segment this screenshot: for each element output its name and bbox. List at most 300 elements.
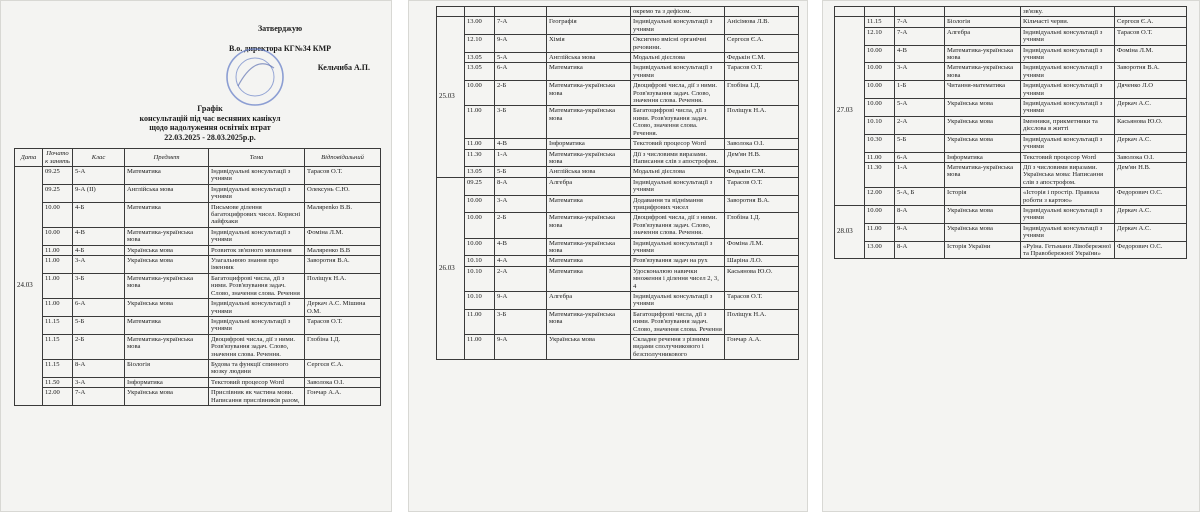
teacher-cell: Тарасов О.Т. — [305, 316, 381, 334]
start-time-cell: 11.00 — [43, 245, 73, 255]
title-line: 22.03.2025 - 28.03.2025р.р. — [164, 132, 256, 142]
subject-cell: Математика-українська мова — [945, 162, 1021, 187]
teacher-cell: Глобіна І.Д. — [725, 81, 799, 106]
subject-cell: Математика — [547, 266, 631, 291]
class-cell: 3-Б — [73, 273, 125, 298]
schedule-table-3 — [834, 6, 1187, 259]
start-time-cell: 13.05 — [465, 167, 495, 177]
topic-cell: Двоцифрові числа, дії з ними. Розв'язування задач. Слово, значення слова. Речення. — [209, 334, 305, 359]
start-time-cell: 09.25 — [43, 184, 73, 202]
subject-cell: Алгебра — [945, 27, 1021, 45]
subject-cell: Математика-українська мова — [125, 273, 209, 298]
topic-cell: Індивідуальні консультації з учнями — [209, 167, 305, 185]
subject-cell: Читання-математика — [945, 81, 1021, 99]
table-row — [437, 177, 799, 195]
empty-cell — [725, 7, 799, 17]
topic-cell: Індивідуальні консультації з учнями — [631, 17, 725, 35]
start-time-cell: 10.10 — [465, 266, 495, 291]
teacher-cell: Анісімова Л.В. — [725, 17, 799, 35]
start-time-cell: 10.00 — [865, 205, 895, 223]
start-time-cell: 11.00 — [865, 223, 895, 241]
teacher-cell: Тарасов О.Т. — [725, 292, 799, 310]
teacher-cell: Фоміна Л.М. — [305, 227, 381, 245]
start-time-cell: 11.15 — [43, 359, 73, 377]
column-header: Тема — [209, 149, 305, 167]
topic-cell: Розвиток зв'язного мовлення — [209, 245, 305, 255]
class-cell: 5-А, Б — [895, 188, 945, 206]
table-row — [15, 377, 381, 387]
start-time-cell: 12.00 — [865, 188, 895, 206]
topic-cell: Багатоцифрові числа, дії з ними. Розв'язування задач. Слово, значення слова. Речення — [631, 309, 725, 334]
subject-cell: Українська мова — [125, 256, 209, 274]
continuation-row — [835, 7, 1187, 17]
start-time-cell: 11.30 — [865, 162, 895, 187]
topic-cell: Індивідуальні консультації з учнями — [209, 184, 305, 202]
topic-cell: Узагальнюю знання про іменник — [209, 256, 305, 274]
start-time-cell: 10.10 — [865, 116, 895, 134]
teacher-cell: Поліщук Н.А. — [725, 309, 799, 334]
teacher-cell: Гончар А.А. — [305, 388, 381, 406]
teacher-cell: Федорович О.С. — [1115, 241, 1187, 259]
table-row — [835, 17, 1187, 27]
start-time-cell: 12.10 — [865, 27, 895, 45]
table-row — [15, 167, 381, 185]
class-cell: 8-А — [895, 241, 945, 259]
subject-cell: Алгебра — [547, 292, 631, 310]
teacher-cell: Тарасов О.Т. — [1115, 27, 1187, 45]
class-cell: 4-В — [895, 45, 945, 63]
topic-cell: Модальні дієслова — [631, 167, 725, 177]
topic-cell: Будова та функції спинного мозку людини — [209, 359, 305, 377]
table-row — [15, 202, 381, 227]
title-line: консультацій під час весняних канікул — [139, 113, 281, 123]
table-row — [15, 184, 381, 202]
class-cell: 4-Б — [73, 245, 125, 255]
approval-signatory: Кельчиба А.П. — [317, 63, 370, 72]
topic-cell: Письмове ділення багатоцифрових чисел. Корисні лайфхаки — [209, 202, 305, 227]
subject-cell: Інформатика — [945, 152, 1021, 162]
teacher-cell: Заворотня В.А. — [305, 256, 381, 274]
teacher-cell: Маляренко В.В — [305, 245, 381, 255]
class-cell: 6-А — [73, 299, 125, 317]
start-time-cell: 11.15 — [43, 316, 73, 334]
table-row — [835, 63, 1187, 81]
subject-cell: Інформатика — [125, 377, 209, 387]
class-cell: 9-А — [495, 35, 547, 53]
teacher-cell: Фоміна Л.М. — [725, 238, 799, 256]
class-cell: 3-А — [73, 256, 125, 274]
topic-cell: Індивідуальні консультації з учнями — [631, 177, 725, 195]
class-cell: 3-Б — [495, 106, 547, 139]
class-cell: 5-Б — [495, 167, 547, 177]
teacher-cell: Тарасов О.Т. — [305, 167, 381, 185]
teacher-cell: Деркач А.С. Мішина О.М. — [305, 299, 381, 317]
topic-cell: Удосконалюю навички множення і ділення чисел 2, 3, 4 — [631, 266, 725, 291]
topic-cell: Двоцифрові числа, дії з ними. Розв'язування задач. Слово, значення слова. Речення. — [631, 213, 725, 238]
start-time-cell: 11.00 — [43, 273, 73, 298]
table-row — [15, 359, 381, 377]
start-time-cell: 11.00 — [465, 335, 495, 360]
start-time-cell: 10.10 — [465, 256, 495, 266]
teacher-cell: Дяченко Л.О — [1115, 81, 1187, 99]
column-header: Дата — [15, 149, 43, 167]
class-cell: 2-А — [895, 116, 945, 134]
start-time-cell: 11.15 — [865, 17, 895, 27]
subject-cell: Математика — [125, 316, 209, 334]
start-time-cell: 11.00 — [43, 299, 73, 317]
teacher-cell: Деркач А.С. — [1115, 134, 1187, 152]
table-row — [437, 149, 799, 167]
subject-cell: Математика-українська мова — [945, 45, 1021, 63]
subject-cell: Математика-українська мова — [125, 227, 209, 245]
class-cell: 4-В — [495, 238, 547, 256]
subject-cell: Українська мова — [945, 205, 1021, 223]
teacher-cell: Заволока О.І. — [725, 139, 799, 149]
teacher-cell: Гончар А.А. — [725, 335, 799, 360]
start-time-cell: 10.00 — [865, 81, 895, 99]
table-row — [15, 245, 381, 255]
class-cell: 8-А — [495, 177, 547, 195]
class-cell: 5-А — [73, 167, 125, 185]
empty-cell — [437, 7, 465, 17]
teacher-cell: Поліщук Н.А. — [725, 106, 799, 139]
class-cell: 4-А — [495, 256, 547, 266]
column-header: Відповідальний — [305, 149, 381, 167]
start-time-cell: 11.00 — [865, 152, 895, 162]
class-cell: 7-А — [895, 17, 945, 27]
start-time-cell: 11.50 — [43, 377, 73, 387]
class-cell: 7-А — [73, 388, 125, 406]
topic-cell: Індивідуальні консультації з учнями — [631, 63, 725, 81]
start-time-cell: 10.00 — [43, 227, 73, 245]
teacher-cell: Сергєєв Є.А. — [1115, 17, 1187, 27]
class-cell: 2-А — [495, 266, 547, 291]
subject-cell: Математика — [547, 63, 631, 81]
table-row — [437, 63, 799, 81]
teacher-cell: Малярenko В.В. — [305, 202, 381, 227]
empty-cell — [945, 7, 1021, 17]
topic-cell: Індивідуальні консультації з учнями — [209, 227, 305, 245]
teacher-cell: Тарасов О.Т. — [725, 63, 799, 81]
subject-cell: Англійська мова — [125, 184, 209, 202]
topic-cell: Текстовий процесор Word — [631, 139, 725, 149]
topic-cell: Індивідуальні консультації з учнями — [209, 316, 305, 334]
teacher-cell: Сергєєв Є.А. — [305, 359, 381, 377]
topic-cell: Іменники, прикметники та дієслова в житті — [1021, 116, 1115, 134]
table-row — [15, 388, 381, 406]
document-title — [60, 104, 360, 142]
topic-cell: Багатоцифрові числа, дії з ними. Розв'язування задач. Слово, значення слова. Речення — [209, 273, 305, 298]
teacher-cell: Дем'ян Н.В. — [1115, 162, 1187, 187]
table-row — [835, 45, 1187, 63]
class-cell: 3-Б — [495, 309, 547, 334]
table-row — [437, 53, 799, 63]
approval-position: В.о. директора КГ№34 КМР — [228, 43, 332, 53]
date-cell: 25.03 — [437, 17, 465, 177]
class-cell: 9-А — [495, 292, 547, 310]
subject-cell: Математика-українська мова — [547, 106, 631, 139]
topic-cell: Багатоцифрові числа, дії з ними. Розв'язування задач. Слово, значення слова. Речення. — [631, 106, 725, 139]
start-time-cell: 10.00 — [465, 195, 495, 213]
teacher-cell: Фоміна Л.М. — [1115, 45, 1187, 63]
table-row — [15, 299, 381, 317]
class-cell: 1-А — [495, 149, 547, 167]
class-cell: 2-Б — [73, 334, 125, 359]
subject-cell: Українська мова — [945, 116, 1021, 134]
subject-cell: Математика — [125, 167, 209, 185]
table-row — [835, 188, 1187, 206]
topic-cell: Текстовий процесор Word — [209, 377, 305, 387]
table-row — [437, 81, 799, 106]
subject-cell: Математика-українська мова — [547, 149, 631, 167]
topic-cell: Складне речення з різними видами сполучникового і безсполучникового — [631, 335, 725, 360]
topic-cell: Індивідуальні консультації з учнями — [1021, 223, 1115, 241]
start-time-cell: 11.15 — [43, 334, 73, 359]
table-row — [437, 292, 799, 310]
class-cell: 3-А — [495, 195, 547, 213]
topic-cell: Розв'язування задач на рух — [631, 256, 725, 266]
topic-cell: Індивідуальні консультації з учнями — [1021, 205, 1115, 223]
subject-cell: Українська мова — [125, 245, 209, 255]
class-cell: 5-А — [495, 53, 547, 63]
table-row — [835, 27, 1187, 45]
subject-cell: Англійська мова — [547, 167, 631, 177]
topic-cell: Прислівник як частина мови. Написання прислівників разом, — [209, 388, 305, 406]
class-cell: 4-В — [495, 139, 547, 149]
teacher-cell: Федорович О.С. — [1115, 188, 1187, 206]
teacher-cell: Деркач А.С. — [1115, 223, 1187, 241]
start-time-cell: 10.00 — [465, 81, 495, 106]
teacher-cell: Заволока О.І. — [1115, 152, 1187, 162]
start-time-cell: 13.00 — [865, 241, 895, 259]
subject-cell: Історія — [945, 188, 1021, 206]
class-cell: 6-А — [495, 63, 547, 81]
start-time-cell: 12.00 — [43, 388, 73, 406]
subject-cell: Англійська мова — [547, 53, 631, 63]
topic-cell: Дії з числовими виразами. Українська мова: Написання слів з апострофом. — [1021, 162, 1115, 187]
table-row — [437, 139, 799, 149]
topic-cell: Індивідуальні консультації з учнями — [1021, 134, 1115, 152]
class-cell: 5-А — [895, 99, 945, 117]
start-time-cell: 10.30 — [865, 134, 895, 152]
subject-cell: Математика-українська мова — [547, 238, 631, 256]
subject-cell: Хімія — [547, 35, 631, 53]
subject-cell: Історія України — [945, 241, 1021, 259]
table-row — [15, 316, 381, 334]
empty-cell — [865, 7, 895, 17]
approval-word: Затверджую — [257, 24, 303, 33]
subject-cell: Алгебра — [547, 177, 631, 195]
class-cell: 4-Б — [73, 202, 125, 227]
class-cell: 7-А — [495, 17, 547, 35]
table-row — [15, 256, 381, 274]
table-row — [835, 162, 1187, 187]
subject-cell: Математика — [125, 202, 209, 227]
empty-cell — [465, 7, 495, 17]
teacher-cell: Заворотня В.А. — [1115, 63, 1187, 81]
date-cell: 24.03 — [15, 167, 43, 406]
subject-cell: Українська мова — [547, 335, 631, 360]
teacher-cell: Глобіна І.Д. — [305, 334, 381, 359]
topic-cell: Індивідуальні консультації з учнями — [1021, 81, 1115, 99]
start-time-cell: 11.00 — [465, 139, 495, 149]
subject-cell: Інформатика — [547, 139, 631, 149]
topic-cell: Індивідуальні консультації з учнями — [1021, 45, 1115, 63]
start-time-cell: 10.00 — [43, 202, 73, 227]
topic-cell: Індивідуальні консультації з учнями — [1021, 99, 1115, 117]
empty-cell — [495, 7, 547, 17]
topic-cell: «Руїна. Гетьмани Лівобережної та Правобережної України» — [1021, 241, 1115, 259]
start-time-cell: 09.25 — [465, 177, 495, 195]
subject-cell: Українська мова — [125, 299, 209, 317]
class-cell: 1-Б — [895, 81, 945, 99]
subject-cell: Математика — [547, 256, 631, 266]
table-row — [835, 134, 1187, 152]
subject-cell: Математика-українська мова — [125, 334, 209, 359]
schedule-table-2 — [436, 6, 799, 360]
table-row — [437, 195, 799, 213]
table-row — [437, 167, 799, 177]
class-cell: 9-А — [495, 335, 547, 360]
topic-cell: Додавання та віднімання трицифрових чисел — [631, 195, 725, 213]
teacher-cell: Глобіна І.Д. — [725, 213, 799, 238]
topic-cell: Модальні дієслова — [631, 53, 725, 63]
topic-cell: Індивідуальні консультації з учнями — [631, 238, 725, 256]
start-time-cell: 10.00 — [465, 238, 495, 256]
date-cell: 27.03 — [835, 17, 865, 206]
continuation-row — [437, 7, 799, 17]
subject-cell: Математика-українська мова — [547, 213, 631, 238]
start-time-cell: 12.10 — [465, 35, 495, 53]
start-time-cell: 13.05 — [465, 53, 495, 63]
topic-cell: Індивідуальні консультації з учнями — [209, 299, 305, 317]
subject-cell: Українська мова — [125, 388, 209, 406]
empty-cell — [835, 7, 865, 17]
class-cell: 8-А — [73, 359, 125, 377]
teacher-cell: Олексунь С.Ю. — [305, 184, 381, 202]
subject-cell: Математика-українська мова — [547, 81, 631, 106]
teacher-cell: Заворотня В.А. — [725, 195, 799, 213]
subject-cell: Біологія — [945, 17, 1021, 27]
teacher-cell: Дем'ян Н.В. — [725, 149, 799, 167]
table-row — [15, 273, 381, 298]
class-cell: 3-А — [895, 63, 945, 81]
start-time-cell: 11.00 — [465, 309, 495, 334]
start-time-cell: 09.25 — [43, 167, 73, 185]
class-cell: 3-А — [73, 377, 125, 387]
start-time-cell: 10.00 — [865, 63, 895, 81]
table-row — [437, 266, 799, 291]
topic-cell: Оксигено вмісні органічні речовини. — [631, 35, 725, 53]
teacher-cell: Сергєєв Є.А. — [725, 35, 799, 53]
topic-cell: Дії з числовими виразами. Написання слів з апострофом. — [631, 149, 725, 167]
subject-cell: Українська мова — [945, 134, 1021, 152]
table-row — [437, 256, 799, 266]
class-cell: 2-Б — [495, 81, 547, 106]
class-cell: 9-А (ІІ) — [73, 184, 125, 202]
table-row — [835, 223, 1187, 241]
class-cell: 8-А — [895, 205, 945, 223]
table-row — [15, 334, 381, 359]
class-cell: 5-Б — [73, 316, 125, 334]
topic-cell: Кільчасті черви. — [1021, 17, 1115, 27]
topic-cell: Текстовий процесор Word — [1021, 152, 1115, 162]
table-row — [835, 205, 1187, 223]
table-row — [437, 335, 799, 360]
subject-cell: Географія — [547, 17, 631, 35]
start-time-cell: 10.00 — [865, 99, 895, 117]
empty-cell — [1115, 7, 1187, 17]
subject-cell: Математика — [547, 195, 631, 213]
topic-cell: Індивідуальні консультації з учнями — [1021, 63, 1115, 81]
table-row — [437, 309, 799, 334]
start-time-cell: 11.00 — [465, 106, 495, 139]
table-row — [437, 238, 799, 256]
empty-cell — [895, 7, 945, 17]
class-cell: 4-В — [73, 227, 125, 245]
title-line: Графік — [197, 104, 223, 113]
topic-continuation-cell: зв'язку. — [1021, 7, 1115, 17]
schedule-page-3 — [822, 0, 1200, 512]
topic-continuation-cell: окремо та з дефісом. — [631, 7, 725, 17]
teacher-cell: Касьянова Ю.О. — [725, 266, 799, 291]
table-row — [835, 81, 1187, 99]
topic-cell: «Історія і простір. Правила роботи з картою» — [1021, 188, 1115, 206]
start-time-cell: 10.00 — [465, 213, 495, 238]
class-cell: 2-Б — [495, 213, 547, 238]
table-row — [835, 99, 1187, 117]
table-row — [15, 227, 381, 245]
subject-cell: Біологія — [125, 359, 209, 377]
table-row — [835, 152, 1187, 162]
teacher-cell: Федькін С.М. — [725, 53, 799, 63]
teacher-cell: Деркач А.С. — [1115, 99, 1187, 117]
start-time-cell: 11.00 — [43, 256, 73, 274]
table-row — [437, 17, 799, 35]
start-time-cell: 11.30 — [465, 149, 495, 167]
class-cell: 9-А — [895, 223, 945, 241]
schedule-page-2 — [408, 0, 808, 512]
schedule-table-1 — [14, 148, 381, 406]
class-cell: 1-А — [895, 162, 945, 187]
start-time-cell: 13.00 — [465, 17, 495, 35]
teacher-cell: Поліщук Н.А. — [305, 273, 381, 298]
subject-cell: Математика-українська мова — [945, 63, 1021, 81]
teacher-cell: Шаріна Л.О. — [725, 256, 799, 266]
table-row — [437, 106, 799, 139]
start-time-cell: 13.05 — [465, 63, 495, 81]
date-cell: 26.03 — [437, 177, 465, 360]
column-header: Початок занять — [43, 149, 73, 167]
start-time-cell: 10.10 — [465, 292, 495, 310]
teacher-cell: Деркач А.С. — [1115, 205, 1187, 223]
title-line: щодо надолуження освітніх втрат — [149, 123, 271, 132]
teacher-cell: Федькін С.М. — [725, 167, 799, 177]
teacher-cell: Тарасов О.Т. — [725, 177, 799, 195]
class-cell: 6-А — [895, 152, 945, 162]
class-cell: 5-Б — [895, 134, 945, 152]
schedule-page-1 — [0, 0, 392, 512]
class-cell: 7-А — [895, 27, 945, 45]
column-header: Клас — [73, 149, 125, 167]
subject-cell: Українська мова — [945, 223, 1021, 241]
date-cell: 28.03 — [835, 205, 865, 258]
table-row — [437, 213, 799, 238]
table-row — [437, 35, 799, 53]
topic-cell: Двоцифрові числа, дії з ними. Розв'язування задач. Слово, значення слова. Речення. — [631, 81, 725, 106]
teacher-cell: Касьянова Ю.О. — [1115, 116, 1187, 134]
official-stamp-icon — [224, 46, 286, 108]
